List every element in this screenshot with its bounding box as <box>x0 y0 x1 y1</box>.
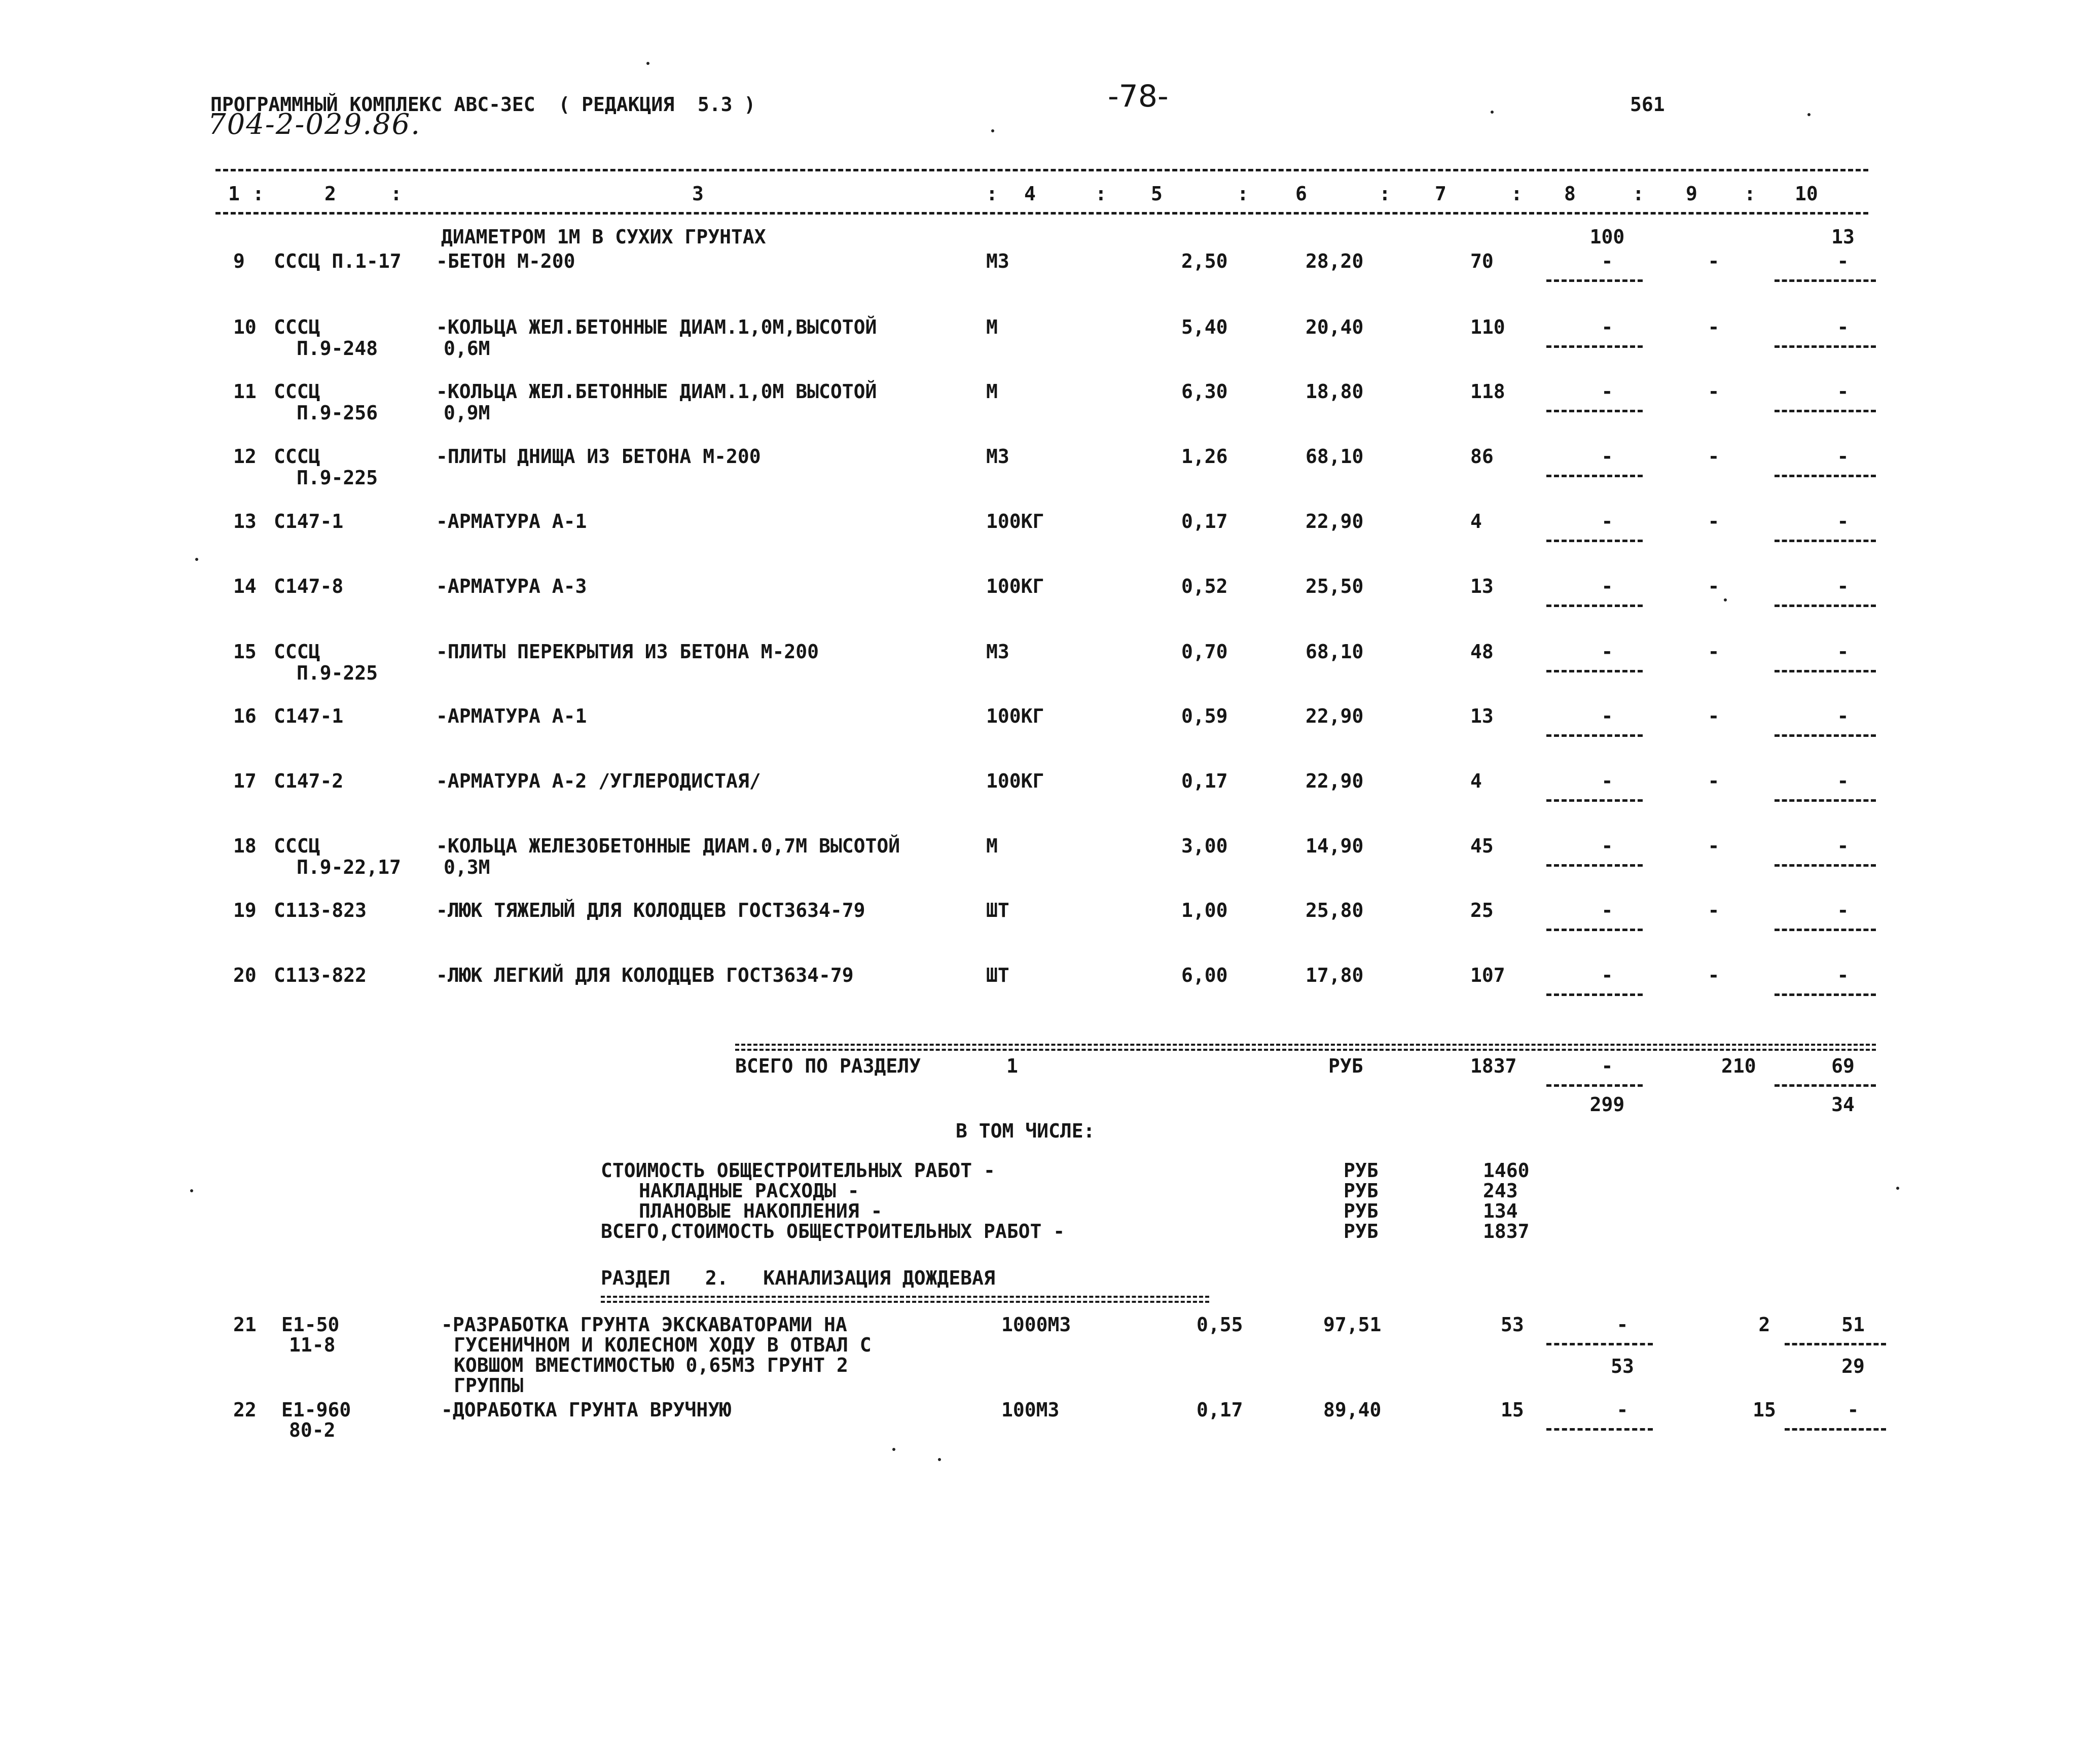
including-value: 1460 <box>1483 1159 1530 1182</box>
row-unit-price: 68,10 <box>1306 445 1364 468</box>
col-1-header: 1 <box>228 183 240 205</box>
row-number: 10 <box>233 316 257 338</box>
row-c10-mark: - <box>1837 770 1849 792</box>
scan-speck <box>1807 113 1811 116</box>
scan-speck <box>991 129 994 132</box>
row-c8-mark: - <box>1616 1399 1628 1421</box>
row-description: КОВШОМ ВМЕСТИМОСТЬЮ 0,65М3 ГРУНТ 2 <box>454 1354 848 1376</box>
row-code-line2: П.9-225 <box>297 662 378 684</box>
section-2-title: РАЗДЕЛ 2. КАНАЛИЗАЦИЯ ДОЖДЕВАЯ <box>601 1267 995 1289</box>
section-total-col8-sub: 299 <box>1589 1093 1625 1116</box>
row-unit: 100КГ <box>986 510 1044 532</box>
section-total-unit: РУБ <box>1328 1055 1363 1077</box>
section-total-col8: - <box>1601 1055 1613 1077</box>
row-unit: 100КГ <box>986 575 1044 597</box>
including-unit: РУБ <box>1344 1220 1379 1242</box>
row-unit-price: 89,40 <box>1323 1399 1382 1421</box>
row-code: С147-2 <box>274 770 344 792</box>
section-total-label: ВСЕГО ПО РАЗДЕЛУ <box>735 1055 921 1077</box>
row-code-line2: 11-8 <box>289 1334 336 1356</box>
row-c8-rule <box>1546 670 1643 672</box>
row-c8-mark: - <box>1601 899 1613 921</box>
including-unit: РУБ <box>1344 1200 1379 1222</box>
header-bottom-rule <box>215 212 1868 215</box>
row-c10-rule <box>1775 605 1876 607</box>
row-quantity: 0,17 <box>1197 1399 1243 1421</box>
row-description: -АРМАТУРА А-1 <box>436 705 587 727</box>
row-unit-price: 22,90 <box>1306 705 1364 727</box>
row-quantity: 1,00 <box>1181 899 1228 921</box>
row-c10-mark: - <box>1837 250 1849 272</box>
row-number: 22 <box>233 1399 257 1421</box>
row-c8-mark: - <box>1601 250 1613 272</box>
row-c9-mark: - <box>1708 641 1720 663</box>
row-code-line2: П.9-248 <box>297 337 378 360</box>
row-code-line2: П.9-256 <box>297 402 378 424</box>
row-description: -ПЛИТЫ ПЕРЕКРЫТИЯ ИЗ БЕТОНА М-200 <box>436 641 819 663</box>
row-description: -РАЗРАБОТКА ГРУНТА ЭКСКАВАТОРАМИ НА <box>441 1313 847 1336</box>
row-c10-rule <box>1775 540 1876 542</box>
row-c8-mark: - <box>1601 316 1613 338</box>
carry-over-text: ДИАМЕТРОМ 1М В СУХИХ ГРУНТАХ <box>441 226 766 248</box>
row-total: 118 <box>1470 380 1505 403</box>
row-quantity: 0,17 <box>1181 510 1228 532</box>
row-unit: М <box>986 380 998 403</box>
row-rule <box>1785 1428 1886 1431</box>
row-unit: 100КГ <box>986 705 1044 727</box>
row-c8-rule <box>1546 345 1643 348</box>
row-c9-mark: - <box>1708 445 1720 468</box>
row-code: С113-823 <box>274 899 367 921</box>
row-quantity: 0,52 <box>1181 575 1228 597</box>
row-description: -КОЛЬЦА ЖЕЛ.БЕТОННЫЕ ДИАМ.1,0М,ВЫСОТОЙ <box>436 316 877 338</box>
row-c10-mark: - <box>1837 899 1849 921</box>
row-unit: М3 <box>986 445 1009 468</box>
row-c8-mark: - <box>1601 380 1613 403</box>
including-title: В ТОМ ЧИСЛЕ: <box>956 1120 1095 1142</box>
row-number: 11 <box>233 380 257 403</box>
col-10-header: 10 <box>1795 183 1818 205</box>
row-number: 15 <box>233 641 257 663</box>
row-number: 17 <box>233 770 257 792</box>
row-c10-mark: - <box>1837 380 1849 403</box>
row-c10-mark: - <box>1837 575 1849 597</box>
row-c10-rule <box>1775 475 1876 477</box>
row-c10-mark: - <box>1837 510 1849 532</box>
row-unit: М3 <box>986 641 1009 663</box>
carry-over-col10: 13 <box>1831 226 1855 248</box>
row-description: -ДОРАБОТКА ГРУНТА ВРУЧНУЮ <box>441 1399 731 1421</box>
scan-speck <box>195 558 198 561</box>
scan-speck <box>646 62 649 65</box>
row-c8-mark: - <box>1601 835 1613 857</box>
row-c9-mark: - <box>1708 770 1720 792</box>
scan-speck <box>938 1458 941 1461</box>
section-total-amount: 1837 <box>1470 1055 1517 1077</box>
row-unit-price: 97,51 <box>1323 1313 1382 1336</box>
including-label: СТОИМОСТЬ ОБЩЕСТРОИТЕЛЬНЫХ РАБОТ - <box>601 1159 995 1182</box>
row-description: -КОЛЬЦА ЖЕЛ.БЕТОННЫЕ ДИАМ.1,0М ВЫСОТОЙ <box>436 380 877 403</box>
row-c8-rule <box>1546 734 1643 737</box>
row-unit-price: 22,90 <box>1306 510 1364 532</box>
row-quantity: 0,17 <box>1181 770 1228 792</box>
scan-speck <box>892 1448 895 1451</box>
row-c10-rule <box>1775 929 1876 931</box>
row-c8-sub: 53 <box>1611 1355 1634 1377</box>
col-sep: : <box>1744 183 1756 205</box>
row-c10-mark: - <box>1837 641 1849 663</box>
scan-speck <box>190 1189 193 1192</box>
row-quantity: 6,30 <box>1181 380 1228 403</box>
row-unit-price: 28,20 <box>1306 250 1364 272</box>
row-c8-rule <box>1546 410 1643 412</box>
row-rule <box>1546 1343 1653 1345</box>
row-c8-mark: - <box>1601 705 1613 727</box>
row-number: 13 <box>233 510 257 532</box>
row-c10-mark: - <box>1837 316 1849 338</box>
row-total: 53 <box>1501 1313 1524 1336</box>
row-description: -АРМАТУРА А-1 <box>436 510 587 532</box>
row-c10-rule <box>1775 670 1876 672</box>
col-7-header: 7 <box>1435 183 1446 205</box>
row-c10: 51 <box>1841 1313 1865 1336</box>
row-code: С147-1 <box>274 510 344 532</box>
row-c8-mark: - <box>1601 641 1613 663</box>
row-number: 12 <box>233 445 257 468</box>
including-unit: РУБ <box>1344 1180 1379 1202</box>
sheet-number: 561 <box>1630 93 1665 116</box>
row-description: -ПЛИТЫ ДНИЩА ИЗ БЕТОНА М-200 <box>436 445 761 468</box>
row-number: 20 <box>233 964 257 986</box>
col-4-header: 4 <box>1024 183 1036 205</box>
row-c10-rule <box>1775 993 1876 996</box>
including-value: 243 <box>1483 1180 1518 1202</box>
handwritten-project-code: 704-2-029.86. <box>208 108 421 141</box>
row-c8-mark: - <box>1601 445 1613 468</box>
row-c10-sub: 29 <box>1841 1355 1865 1377</box>
row-code: СССЦ <box>274 445 320 468</box>
section-total-rule <box>735 1044 1876 1051</box>
col-3-header: 3 <box>692 183 704 205</box>
row-total: 45 <box>1470 835 1494 857</box>
row-c10-rule <box>1775 410 1876 412</box>
row-total: 107 <box>1470 964 1505 986</box>
row-quantity: 1,26 <box>1181 445 1228 468</box>
row-code: Е1-960 <box>281 1399 351 1421</box>
row-total: 48 <box>1470 641 1494 663</box>
row-c8-mark: - <box>1601 770 1613 792</box>
row-c10-rule <box>1775 734 1876 737</box>
row-c8-rule <box>1546 993 1643 996</box>
row-code: С147-8 <box>274 575 344 597</box>
row-description-line2: 0,6М <box>444 337 490 360</box>
row-total: 4 <box>1470 770 1482 792</box>
row-c8-rule <box>1546 799 1643 802</box>
row-number: 21 <box>233 1313 257 1336</box>
row-quantity: 3,00 <box>1181 835 1228 857</box>
row-c10-rule <box>1775 279 1876 282</box>
row-c10-mark: - <box>1837 835 1849 857</box>
row-c8-rule <box>1546 540 1643 542</box>
row-unit-price: 20,40 <box>1306 316 1364 338</box>
section-total-col4: 1 <box>1006 1055 1018 1077</box>
row-c9-mark: - <box>1708 964 1720 986</box>
row-c8-rule <box>1546 929 1643 931</box>
row-number: 18 <box>233 835 257 857</box>
row-unit: М <box>986 316 998 338</box>
row-rule <box>1546 1428 1653 1431</box>
row-number: 9 <box>233 250 245 272</box>
row-c9-mark: - <box>1708 835 1720 857</box>
row-quantity: 5,40 <box>1181 316 1228 338</box>
col-sep: : <box>1379 183 1391 205</box>
row-description: ГУСЕНИЧНОМ И КОЛЕСНОМ ХОДУ В ОТВАЛ С <box>454 1334 872 1356</box>
row-c10: - <box>1847 1399 1859 1421</box>
row-description: -КОЛЬЦА ЖЕЛЕЗОБЕТОННЫЕ ДИАМ.0,7М ВЫСОТОЙ <box>436 835 900 857</box>
row-c10-mark: - <box>1837 964 1849 986</box>
including-label: НАКЛАДНЫЕ РАСХОДЫ - <box>639 1180 859 1202</box>
row-unit-price: 14,90 <box>1306 835 1364 857</box>
row-code: С147-1 <box>274 705 344 727</box>
row-c10-mark: - <box>1837 705 1849 727</box>
row-quantity: 0,55 <box>1197 1313 1243 1336</box>
row-description-line2: 0,3М <box>444 856 490 878</box>
row-description: -АРМАТУРА А-3 <box>436 575 587 597</box>
row-total: 4 <box>1470 510 1482 532</box>
row-c10-rule <box>1775 864 1876 867</box>
row-c8-rule <box>1546 605 1643 607</box>
including-label: ВСЕГО,СТОИМОСТЬ ОБЩЕСТРОИТЕЛЬНЫХ РАБОТ - <box>601 1220 1065 1242</box>
row-description: -ЛЮК ЛЕГКИЙ ДЛЯ КОЛОДЦЕВ ГОСТ3634-79 <box>436 964 854 986</box>
program-title: ПРОГРАММНЫЙ КОМПЛЕКС АВС-3ЕС ( РЕДАКЦИЯ 5.3 ) <box>210 93 756 116</box>
row-code: СССЦ П.1-17 <box>274 250 402 272</box>
row-unit-price: 18,80 <box>1306 380 1364 403</box>
col-sep: : <box>1095 183 1107 205</box>
row-code: С113-822 <box>274 964 367 986</box>
row-code: СССЦ <box>274 641 320 663</box>
row-c9-mark: - <box>1708 899 1720 921</box>
row-total: 15 <box>1501 1399 1524 1421</box>
row-unit: М <box>986 835 998 857</box>
row-c9: 2 <box>1758 1313 1770 1336</box>
row-c10-rule <box>1775 799 1876 802</box>
row-unit: 100М3 <box>1001 1399 1060 1421</box>
row-c8-mark: - <box>1601 575 1613 597</box>
row-quantity: 6,00 <box>1181 964 1228 986</box>
row-code: СССЦ <box>274 835 320 857</box>
row-c10-rule <box>1775 345 1876 348</box>
row-number: 16 <box>233 705 257 727</box>
row-c9: 15 <box>1753 1399 1776 1421</box>
including-unit: РУБ <box>1344 1159 1379 1182</box>
row-code: СССЦ <box>274 380 320 403</box>
row-c8-rule <box>1546 279 1643 282</box>
row-c9-mark: - <box>1708 705 1720 727</box>
row-total: 13 <box>1470 705 1494 727</box>
row-unit: ШТ <box>986 964 1009 986</box>
row-total: 86 <box>1470 445 1494 468</box>
carry-over-col8: 100 <box>1589 226 1625 248</box>
row-quantity: 0,70 <box>1181 641 1228 663</box>
section-total-col8-rule <box>1546 1084 1643 1087</box>
row-rule <box>1785 1343 1886 1345</box>
col-6-header: 6 <box>1295 183 1307 205</box>
row-description: -АРМАТУРА А-2 /УГЛЕРОДИСТАЯ/ <box>436 770 761 792</box>
row-description-line2: 0,9М <box>444 402 490 424</box>
row-code: СССЦ <box>274 316 320 338</box>
row-description: -БЕТОН М-200 <box>436 250 575 272</box>
row-unit-price: 17,80 <box>1306 964 1364 986</box>
col-sep: : <box>390 183 402 205</box>
section-total-col10-sub: 34 <box>1831 1093 1855 1116</box>
scan-speck <box>1724 598 1727 601</box>
row-unit-price: 25,80 <box>1306 899 1364 921</box>
including-value: 1837 <box>1483 1220 1530 1242</box>
row-unit-price: 25,50 <box>1306 575 1364 597</box>
row-c9-mark: - <box>1708 510 1720 532</box>
col-sep: : <box>1633 183 1644 205</box>
section-total-col10-rule <box>1775 1084 1876 1087</box>
row-code-line2: П.9-225 <box>297 467 378 489</box>
row-unit: ШТ <box>986 899 1009 921</box>
row-c9-mark: - <box>1708 250 1720 272</box>
row-c8-mark: - <box>1601 510 1613 532</box>
row-total: 110 <box>1470 316 1505 338</box>
col-sep: : <box>1511 183 1523 205</box>
col-9-header: 9 <box>1686 183 1697 205</box>
col-5-header: 5 <box>1151 183 1163 205</box>
row-code: Е1-50 <box>281 1313 340 1336</box>
scan-speck <box>1491 111 1494 114</box>
row-unit-price: 68,10 <box>1306 641 1364 663</box>
row-quantity: 0,59 <box>1181 705 1228 727</box>
row-unit: 100КГ <box>986 770 1044 792</box>
header-top-rule <box>215 169 1868 171</box>
row-description: -ЛЮК ТЯЖЕЛЫЙ ДЛЯ КОЛОДЦЕВ ГОСТ3634-79 <box>436 899 865 921</box>
row-total: 70 <box>1470 250 1494 272</box>
page-number: -78- <box>1108 79 1169 114</box>
row-c8-mark: - <box>1601 964 1613 986</box>
row-unit-price: 22,90 <box>1306 770 1364 792</box>
col-2-header: 2 <box>324 183 336 205</box>
row-unit: М3 <box>986 250 1009 272</box>
row-number: 19 <box>233 899 257 921</box>
row-code-line2: П.9-22,17 <box>297 856 401 878</box>
row-c9-mark: - <box>1708 575 1720 597</box>
row-quantity: 2,50 <box>1181 250 1228 272</box>
row-c9-mark: - <box>1708 316 1720 338</box>
section-total-col10: 69 <box>1831 1055 1855 1077</box>
row-c9-mark: - <box>1708 380 1720 403</box>
row-c8-rule <box>1546 864 1643 867</box>
section-2-title-underline <box>601 1296 1209 1303</box>
col-sep: : <box>1237 183 1249 205</box>
row-unit: 1000М3 <box>1001 1313 1071 1336</box>
row-total: 25 <box>1470 899 1494 921</box>
row-c8-mark: - <box>1616 1313 1628 1336</box>
col-sep: : <box>252 183 264 205</box>
row-c8-rule <box>1546 475 1643 477</box>
col-sep: : <box>986 183 998 205</box>
including-label: ПЛАНОВЫЕ НАКОПЛЕНИЯ - <box>639 1200 883 1222</box>
col-8-header: 8 <box>1564 183 1576 205</box>
row-code-line2: 80-2 <box>289 1419 336 1441</box>
row-description: ГРУППЫ <box>454 1374 524 1397</box>
scan-speck <box>1896 1187 1899 1190</box>
section-total-col9: 210 <box>1721 1055 1756 1077</box>
row-c10-mark: - <box>1837 445 1849 468</box>
row-number: 14 <box>233 575 257 597</box>
row-total: 13 <box>1470 575 1494 597</box>
including-value: 134 <box>1483 1200 1518 1222</box>
